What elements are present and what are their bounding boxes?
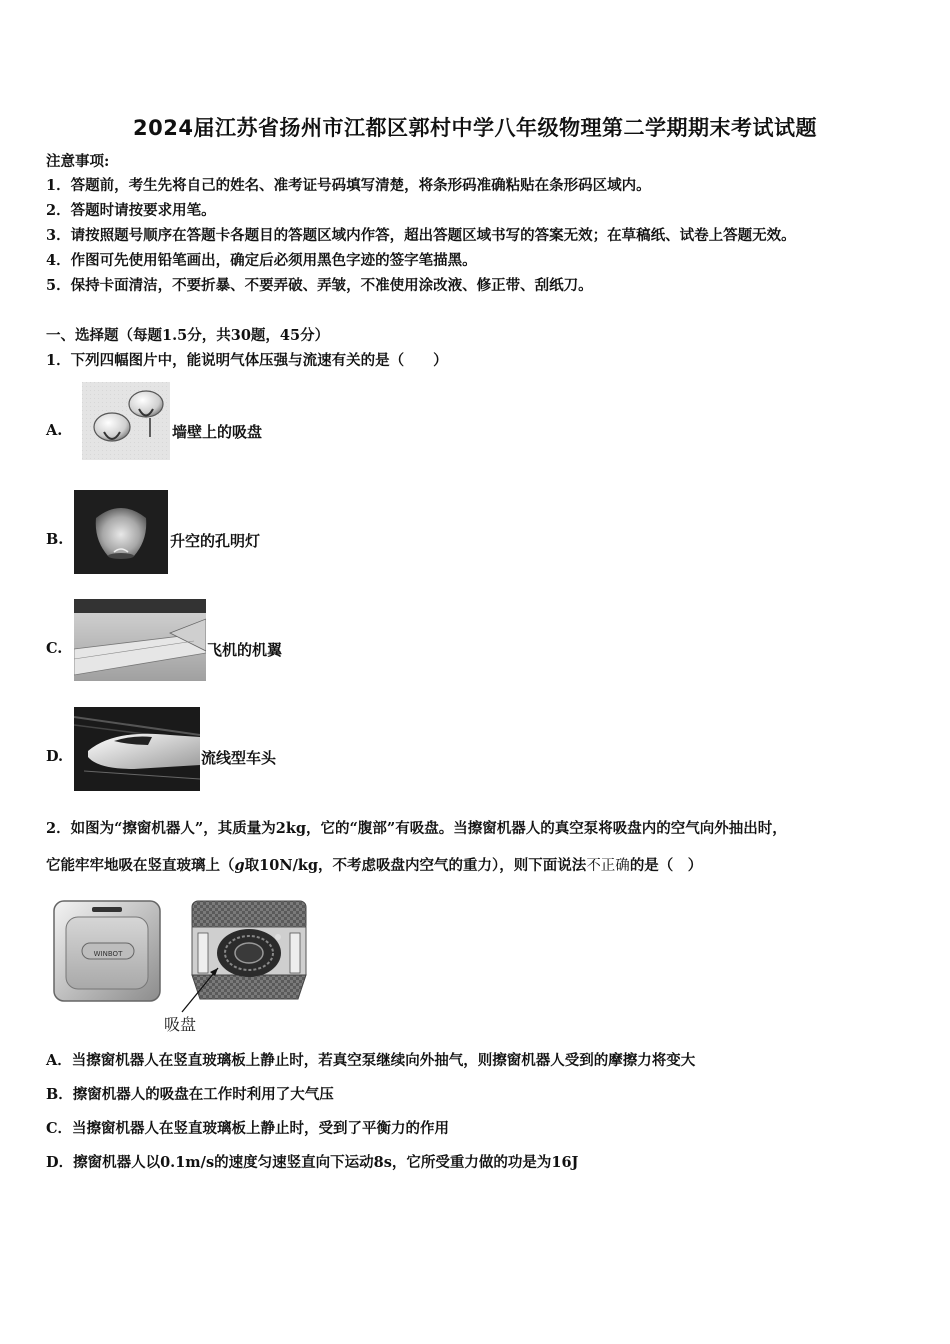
q2-option-a: A．当擦窗机器人在竖直玻璃板上静止时，若真空泵继续向外抽气，则擦窗机器人受到的摩擦力将变大 <box>46 1052 696 1069</box>
q1-option-b-label: B. <box>46 531 64 548</box>
stem-text: 取10N/kg，不考虑吸盘内空气的重力），则下面说法 <box>244 857 587 874</box>
q1-option-c-text: 飞机的机翼 <box>207 641 283 659</box>
figure-caption: 吸盘 <box>164 1015 197 1034</box>
q1-option-d-text: 流线型车头 <box>201 749 277 767</box>
bullet-train-image <box>74 707 200 791</box>
sky-lantern-image <box>74 490 168 574</box>
notice-item: 2．答题时请按要求用笔。 <box>46 202 216 219</box>
emphasis-text: 不正确 <box>586 858 630 874</box>
q2-option-c: C．当擦窗机器人在竖直玻璃板上静止时，受到了平衡力的作用 <box>46 1120 450 1137</box>
window-robot-front-image <box>52 899 162 1003</box>
question-1-stem: 1．下列四幅图片中，能说明气体压强与流速有关的是（ ） <box>46 352 448 369</box>
gravity-symbol: g <box>234 857 245 874</box>
suction-cup-image <box>82 382 170 460</box>
q2-option-d: D．擦窗机器人以0.1m/s的速度匀速竖直向下运动8s，它所受重力做的功是为16J <box>46 1154 579 1171</box>
notice-item: 1．答题前，考生先将自己的姓名、准考证号码填写清楚，将条形码准确粘贴在条形码区域内。 <box>46 177 651 194</box>
stem-text: 它能牢牢地吸在竖直玻璃上（ <box>46 857 235 874</box>
airplane-wing-image <box>74 599 206 681</box>
q1-option-b-text: 升空的孔明灯 <box>170 532 261 550</box>
page-title: 2024届江苏省扬州市江都区郭村中学八年级物理第二学期期末考试试题 <box>133 116 817 140</box>
question-2-stem-line2 <box>46 856 702 876</box>
notice-item: 3．请按照题号顺序在答题卡各题目的答题区域内作答，超出答题区域书写的答案无效；在草稿纸、试卷上答题无效。 <box>46 227 796 244</box>
pointer-arrow-icon <box>168 960 228 1020</box>
notice-heading: 注意事项: <box>46 153 110 170</box>
question-2-stem-line1: 2．如图为“擦窗机器人”，其质量为2kg，它的“腹部”有吸盘。当擦窗机器人的真空泵将吸盘内的空气向外抽出时， <box>46 820 787 837</box>
q1-option-a-text: 墙壁上的吸盘 <box>172 423 263 441</box>
q1-option-a-label: A. <box>46 422 63 439</box>
notice-item: 4．作图可先使用铅笔画出，确定后必须用黑色字迹的签字笔描黑。 <box>46 252 477 269</box>
q1-option-c-label: C. <box>46 640 63 657</box>
stem-text: 的是（ ） <box>629 857 703 874</box>
section-heading: 一、选择题（每题1.5分，共30题，45分） <box>46 327 330 344</box>
robot-brand-label: WINBOT <box>93 950 123 958</box>
notice-item: 5．保持卡面清洁，不要折暴、不要弄破、弄皱，不准使用涂改液、修正带、刮纸刀。 <box>46 277 593 294</box>
q2-option-b: B．擦窗机器人的吸盘在工作时利用了大气压 <box>46 1086 334 1103</box>
q1-option-d-label: D. <box>46 748 64 765</box>
